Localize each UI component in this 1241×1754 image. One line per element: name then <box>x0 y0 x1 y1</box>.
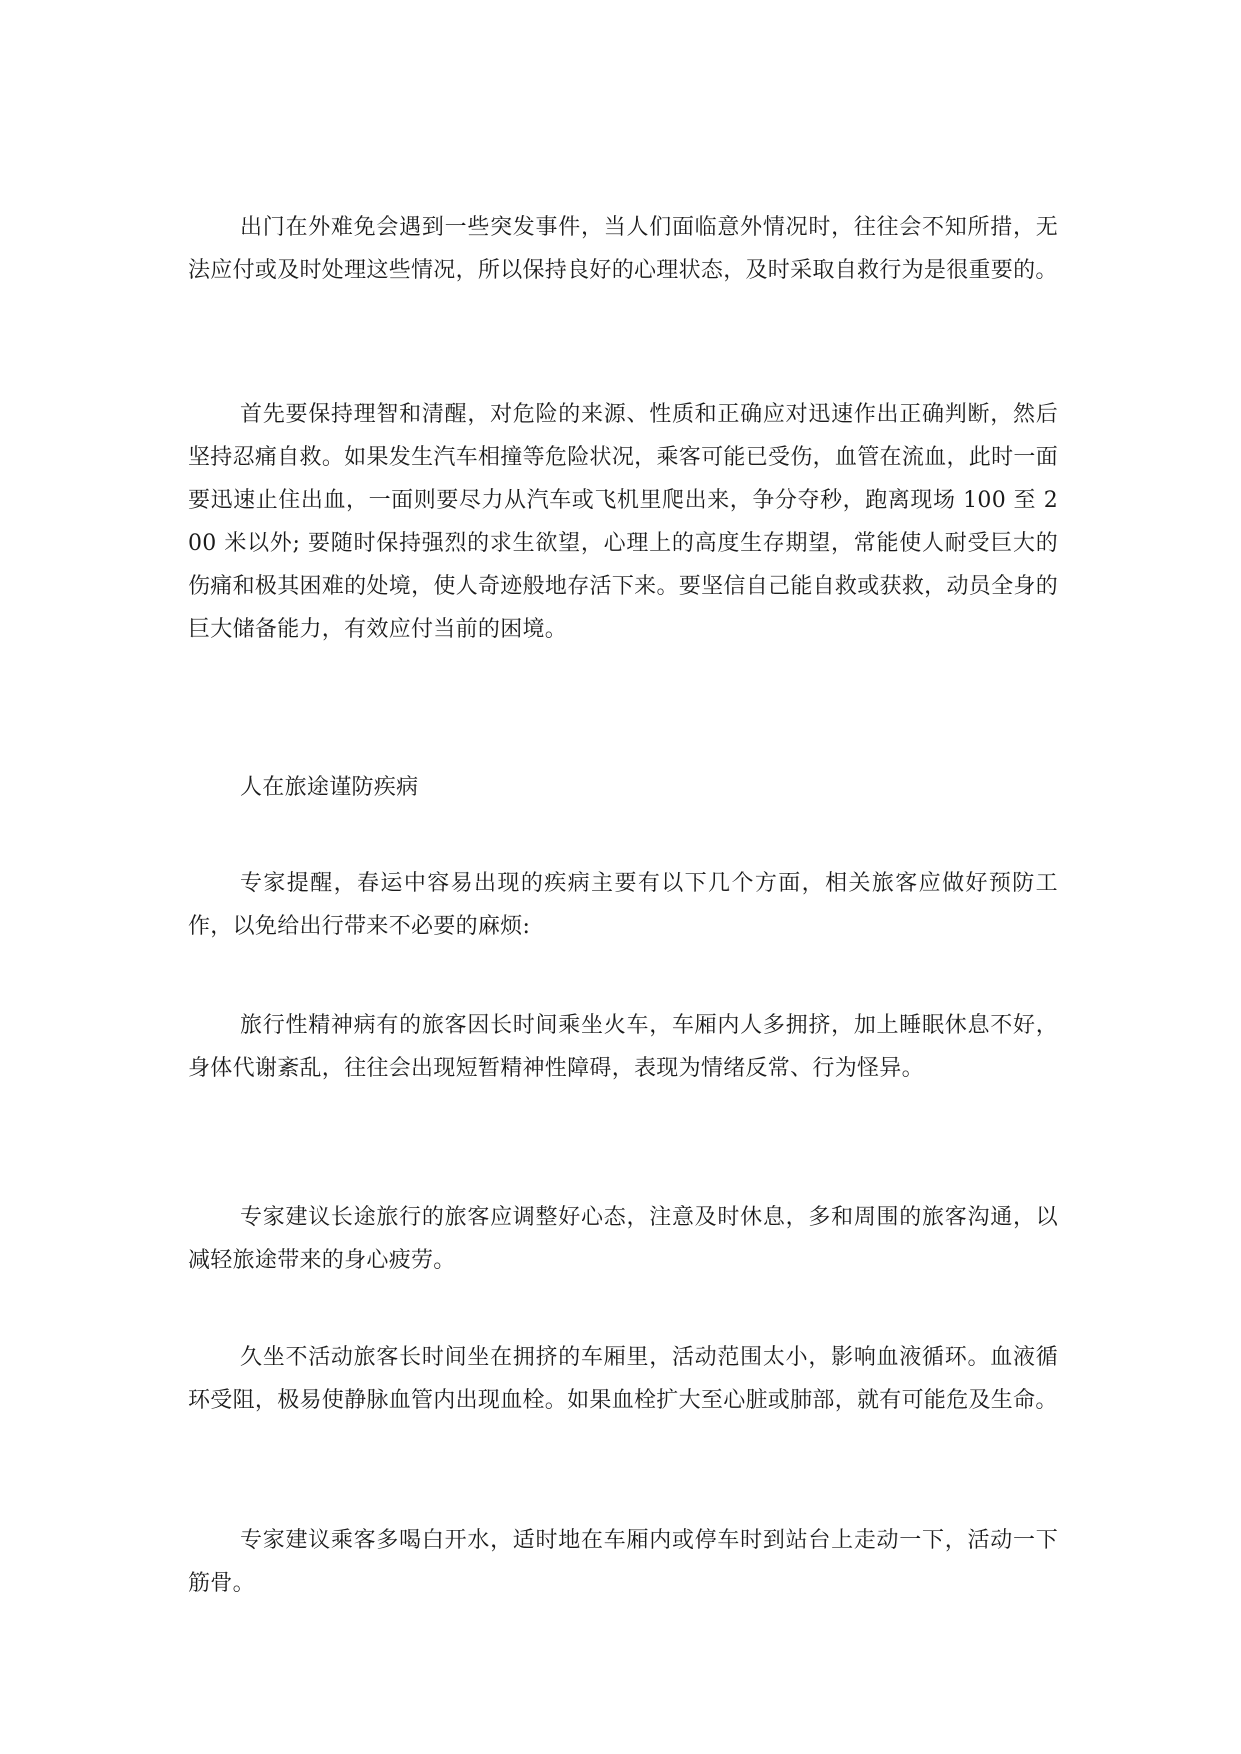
document-body <box>188 0 1058 1754</box>
paragraph-stay-calm: 首先要保持理智和清醒，对危险的来源、性质和正确应对迅速作出正确判断，然后坚持忍痛自救。如果发生汽车相撞等危险状况，乘客可能已受伤，血管在流血，此时一面要迅速止住出血，一面则要尽力从汽车或飞机里爬出来，争分夺秒，跑离现场 100 至 200 米以外; 要随时保持强烈的求生欲望，心理上的高度生存期望，常能使人耐受巨大的伤痛和极其困难的处境，使人奇迹般地存活下来。要坚信自己能自救或获救，动员全身的巨大储备能力，有效应付当前的困境。 <box>188 402 1058 642</box>
paragraph-expert-reminder: 专家提醒，春运中容易出现的疾病主要有以下几个方面，相关旅客应做好预防工作，以免给出行带来不必要的麻烦: <box>188 871 1058 939</box>
paragraph-drink-water: 专家建议乘客多喝白开水，适时地在车厢内或停车时到站台上走动一下，活动一下筋骨。 <box>188 1528 1058 1596</box>
paragraph-prolonged-sitting: 久坐不活动旅客长时间坐在拥挤的车厢里，活动范围太小，影响血液循环。血液循环受阻，极易使静脉血管内出现血栓。如果血栓扩大至心脏或肺部，就有可能危及生命。 <box>188 1345 1058 1413</box>
paragraph-self-rescue-intro: 出门在外难免会遇到一些突发事件，当人们面临意外情况时，往往会不知所措，无法应付或及时处理这些情况，所以保持良好的心理状态，及时采取自救行为是很重要的。 <box>188 215 1058 283</box>
section-heading: 人在旅途谨防疾病 <box>240 775 419 800</box>
paragraph-travel-psychosis: 旅行性精神病有的旅客因长时间乘坐火车，车厢内人多拥挤，加上睡眠休息不好，身体代谢紊乱，往往会出现短暂精神性障碍，表现为情绪反常、行为怪异。 <box>188 1013 1058 1081</box>
paragraph-adjust-mindset: 专家建议长途旅行的旅客应调整好心态，注意及时休息，多和周围的旅客沟通，以减轻旅途带来的身心疲劳。 <box>188 1205 1058 1273</box>
